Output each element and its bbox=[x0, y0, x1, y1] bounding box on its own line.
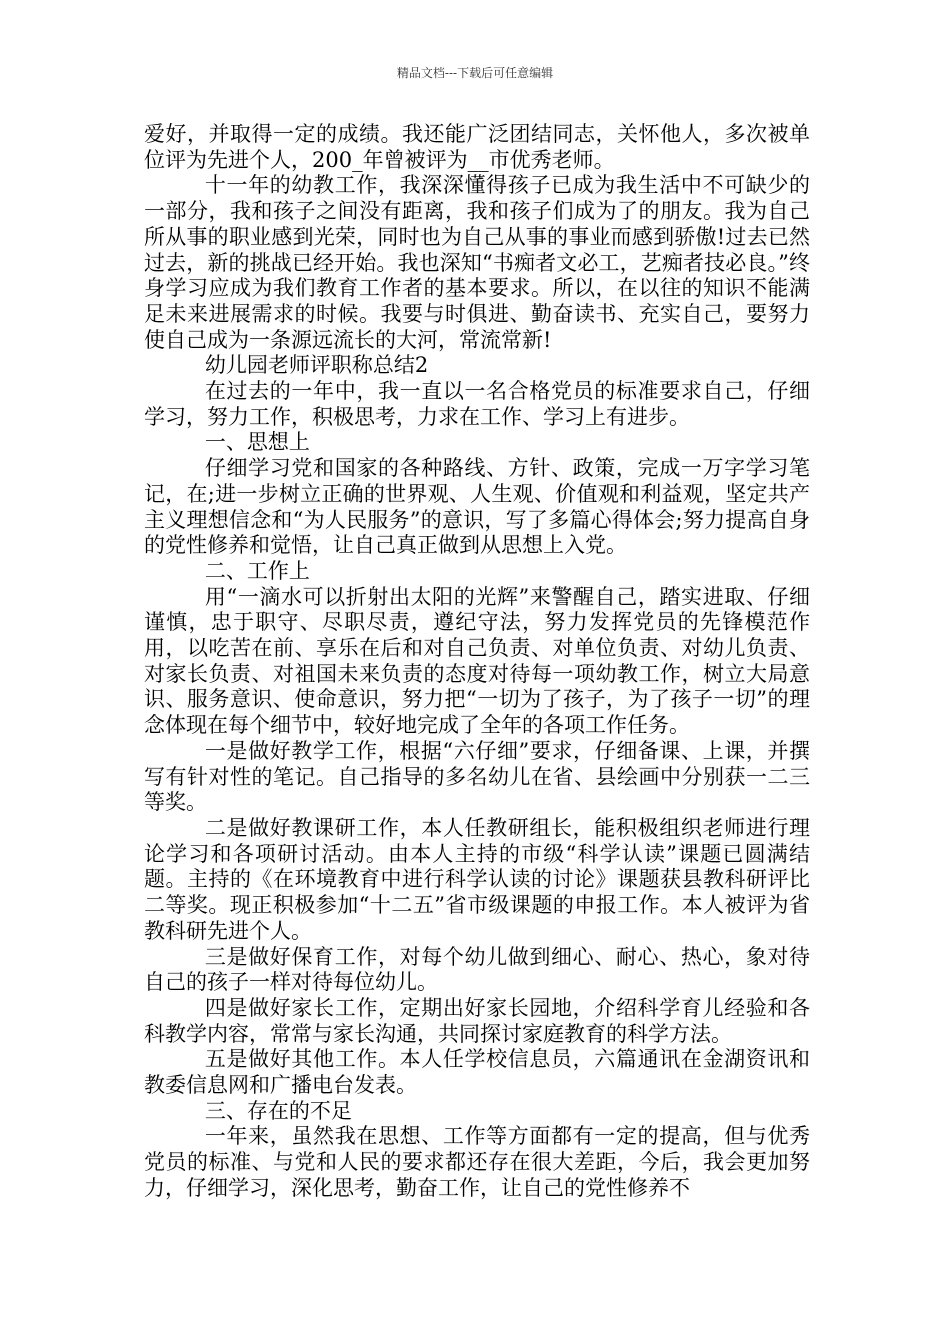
paragraph: 一是做好教学工作，根据“六仔细”要求，仔细备课、上课，并撰写有针对性的笔记。自己指导的多名幼儿在省、县绘画中分别获一二三等奖。 bbox=[144, 738, 810, 815]
section-heading: 二、工作上 bbox=[204, 558, 310, 583]
paragraph: 四是做好家长工作，定期出好家长园地，介绍科学育儿经验和各科教学内容，常常与家长沟通，共同探讨家庭教育的科学方法。 bbox=[144, 995, 810, 1046]
paragraph: 一年来，虽然我在思想、工作等方面都有一定的提高，但与优秀党员的标准、与党和人民的要求都还存在很大差距，今后，我会更加努力，仔细学习，深化思考，勤奋工作，让自己的党性修养不 bbox=[144, 1124, 810, 1200]
page-header: 精品文档---下载后可任意编辑 bbox=[396, 66, 554, 80]
document-body bbox=[144, 122, 810, 1202]
section-heading: 一、思想上 bbox=[204, 430, 310, 455]
paragraph: 在过去的一年中，我一直以一名合格党员的标准要求自己，仔细学习，努力工作，积极思考，力求在工作、学习上有进步。 bbox=[144, 379, 810, 429]
paragraph: 三是做好保育工作，对每个幼儿做到细心、耐心、热心，象对待自己的孩子一样对待每位幼儿。 bbox=[144, 944, 810, 995]
paragraph: 二是做好教课研工作，本人任教研组长，能积极组织老师进行理论学习和各项研讨活动。由本人主持的市级“科学认读”课题已圆满结题。主持的《在环境教育中进行科学认读的讨论》课题获县教科研评比二等奖。现正积极参加“十二五”省市级课题的申报工作。本人被评为省教科研先进个人。 bbox=[144, 815, 810, 943]
section-heading: 三、存在的不足 bbox=[204, 1098, 352, 1123]
paragraph: 用“一滴水可以折射出太阳的光辉”来警醒自己，踏实进取、仔细谨慎，忠于职守、尽职尽责，遵纪守法，努力发挥党员的先锋模范作用，以吃苦在前、享乐在后和对自己负责、对单位负责、对幼儿负责、对家长负责、对祖国未来负责的态度对待每一项幼教工作，树立大局意识、服务意识、使命意识，努力把“一切为了孩子，为了孩子一切”的理念体现在每个细节中，较好地完成了全年的各项工作任务。 bbox=[144, 584, 810, 738]
paragraph: 仔细学习党和国家的各种路线、方针、政策，完成一万字学习笔记，在;进一步树立正确的世界观、人生观、价值观和利益观，坚定共产主义理想信念和“为人民服务”的意识，写了多篇心得体会;努力提高自身的党性修养和觉悟，让自己真正做到从思想上入党。 bbox=[144, 456, 810, 558]
section-title: 幼儿园老师评职称总结2 bbox=[204, 353, 429, 378]
paragraph: 爱好，并取得一定的成绩。我还能广泛团结同志，关怀他人，多次被单位评为先进个人，200_年曾被评为__市优秀老师。 bbox=[144, 122, 810, 172]
paragraph: 五是做好其他工作。本人任学校信息员，六篇通讯在金湖资讯和教委信息网和广播电台发表。 bbox=[144, 1047, 810, 1098]
paragraph: 十一年的幼教工作，我深深懂得孩子已成为我生活中不可缺少的一部分，我和孩子之间没有距离，我和孩子们成为了的朋友。我为自己所从事的职业感到光荣，同时也为自己从事的事业而感到骄傲!过去已然过去，新的挑战已经开始。我也深知“书痴者文必工，艺痴者技必良。”终身学习应成为我们教育工作者的基本要求。所以，在以往的知识不能满足未来进展需求的时候。我要与时俱进、勤奋读书、充实自己，要努力使自己成为一条源远流长的大河，常流常新! bbox=[144, 173, 810, 352]
